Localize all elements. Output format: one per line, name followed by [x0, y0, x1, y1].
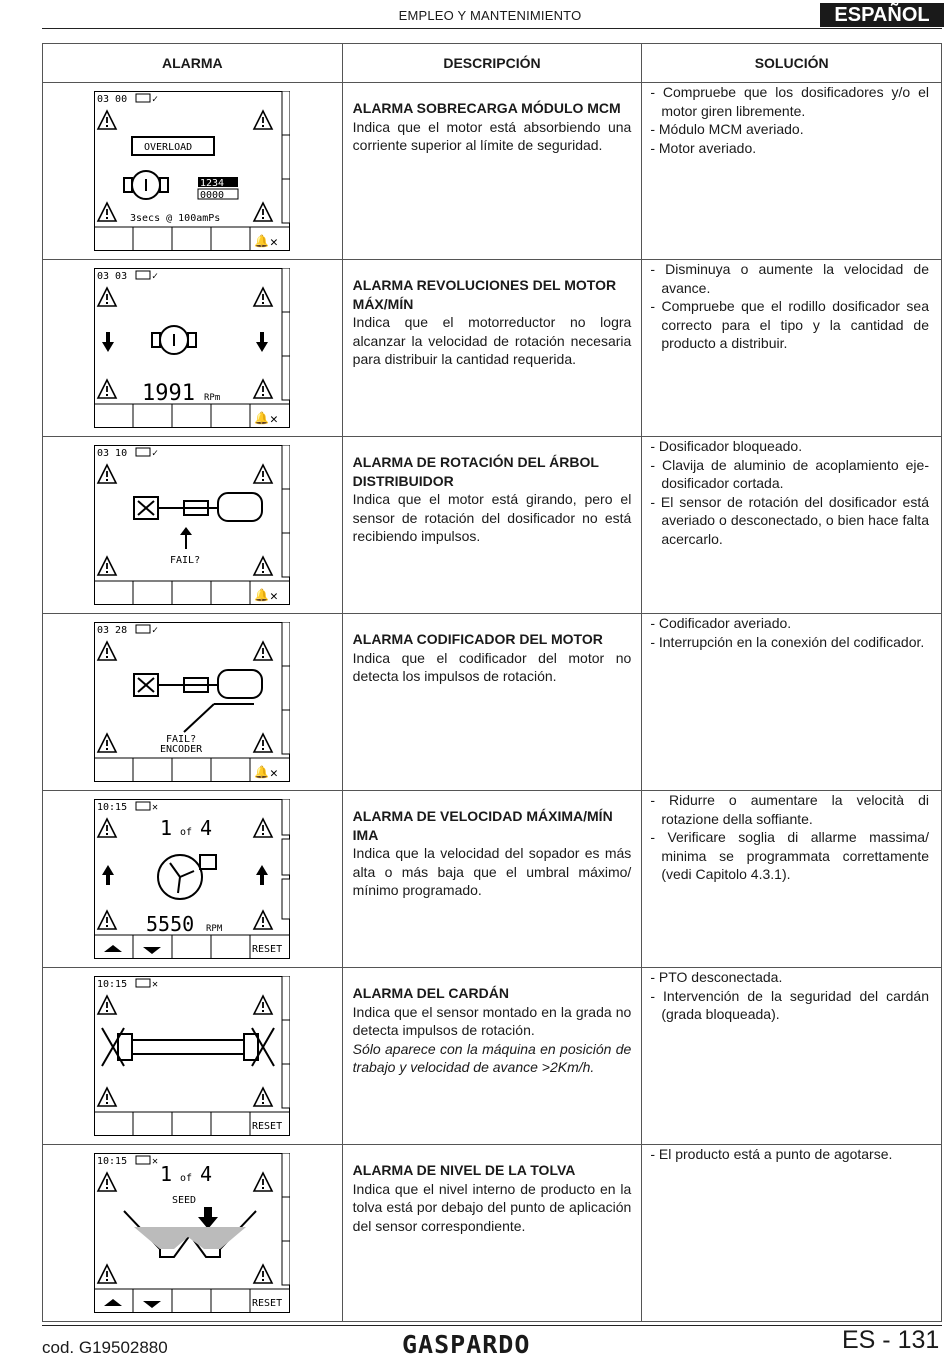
- svg-text:🔔: 🔔: [254, 234, 270, 248]
- screen-code: 10:15: [97, 1156, 128, 1167]
- svg-text:✕: ✕: [152, 1156, 159, 1167]
- table-row: [43, 614, 942, 791]
- alarm-description: Indica que el codificador del motor no detecta los impulsos de rotación.: [352, 649, 632, 684]
- alarm-cell: [43, 968, 343, 1145]
- side-menu[interactable]: [282, 622, 290, 754]
- description-cell: [342, 968, 642, 1145]
- screen-code: 10:15: [97, 979, 128, 990]
- table-row: [43, 83, 942, 260]
- solution-list: [642, 1145, 941, 1164]
- alarm-table: [42, 43, 942, 1322]
- solution-item: - El sensor de rotación del dosificador está averiado o desconectado, o bien hace falta acercarlo.: [650, 493, 929, 549]
- page-counter: 1: [160, 1162, 173, 1186]
- alarm-screen: [94, 1153, 290, 1313]
- alarm-title: ALARMA DE NIVEL DE LA TOLVA: [352, 1162, 576, 1178]
- solution-list: [642, 968, 941, 1024]
- alarm-description: Indica que el nivel interno de producto en la tolva está por debajo del punto de aplicación del sensor correspondiente.: [352, 1180, 632, 1234]
- description-cell: [342, 614, 642, 791]
- description-cell: [342, 260, 642, 437]
- table-row: [43, 791, 942, 968]
- alarm-title: ALARMA SOBRECARGA MÓDULO MCM: [352, 100, 621, 116]
- svg-text:✓: ✓: [152, 271, 159, 282]
- svg-text:🔔: 🔔: [254, 411, 270, 425]
- alarm-title: ALARMA DE ROTACIÓN DEL ÁRBOL DISTRIBUIDOR: [352, 454, 599, 489]
- document-code: cod. G19502880: [42, 1338, 168, 1357]
- description-cell: [342, 1145, 642, 1322]
- digits-top: 1234: [200, 178, 225, 189]
- bell-mute-icon[interactable]: [254, 765, 278, 781]
- side-menu[interactable]: [282, 976, 290, 1108]
- header-rule: [42, 28, 942, 29]
- alarm-cell: [43, 260, 343, 437]
- alarm-title: ALARMA REVOLUCIONES DEL MOTOR MÁX/MÍN: [352, 277, 617, 312]
- language-tab: ESPAÑOL: [820, 3, 944, 27]
- rpm-value: 1991: [142, 381, 196, 406]
- svg-text:✕: ✕: [152, 802, 159, 813]
- solution-list: [642, 260, 941, 353]
- solution-list: [642, 791, 941, 884]
- page-total: 4: [200, 1162, 213, 1186]
- table-header-row: [43, 44, 942, 83]
- svg-text:✕: ✕: [270, 412, 279, 427]
- alarm-screen: [94, 91, 290, 251]
- svg-text:✓: ✓: [152, 448, 159, 459]
- side-menu[interactable]: [282, 799, 290, 919]
- solution-item: - Clavija de aluminio de acoplamiento eje-dosificador cortada.: [650, 456, 929, 493]
- solution-item: - Dosificador bloqueado.: [650, 437, 929, 456]
- screen-code: 03 10: [97, 448, 128, 459]
- alarm-screen: [94, 976, 290, 1136]
- alarm-description: Indica que el motorreductor no logra alcanzar la velocidad de rotación necesaria para distribuir la cantidad requerida.: [352, 314, 632, 367]
- solution-cell: [642, 260, 942, 437]
- solution-item: - Disminuya o aumente la velocidad de avance.: [650, 260, 929, 297]
- description-cell: [342, 437, 642, 614]
- page-total: 4: [200, 816, 213, 840]
- solution-item: - PTO desconectada.: [650, 968, 929, 987]
- alarm-cell: [43, 437, 343, 614]
- solution-item: - Compruebe que los dosificadores y/o el motor giren libremente.: [650, 83, 929, 120]
- alarm-title: ALARMA DEL CARDÁN: [352, 985, 509, 1001]
- svg-text:✕: ✕: [270, 235, 279, 250]
- reset-button[interactable]: RESET: [252, 1298, 283, 1309]
- svg-text:✕: ✕: [270, 589, 279, 604]
- of-label: of: [180, 1173, 193, 1184]
- alarm-description: Indica que la velocidad del sopador es más alta o más baja que el umbral máximo/ mínimo programado.: [352, 845, 632, 898]
- screen-code: 10:15: [97, 802, 128, 813]
- encoder-label: ENCODER: [160, 744, 203, 755]
- solution-list: [642, 83, 941, 157]
- solution-item: - Verificare soglia di allarme massima/ minima se programmata correttamente (vedi Capitolo 4.3.1).: [650, 828, 929, 884]
- alarm-description: Indica que el sensor montado en la grada no detecta impulsos de rotación.: [352, 1003, 632, 1038]
- alarm-title: ALARMA DE VELOCIDAD MÁXIMA/MÍN IMA: [352, 808, 613, 843]
- svg-text:🔔: 🔔: [254, 765, 270, 779]
- solution-cell: [642, 614, 942, 791]
- solution-list: [642, 437, 941, 548]
- column-header-solucion: SOLUCIÓN: [642, 44, 942, 83]
- bell-mute-icon[interactable]: [254, 411, 278, 427]
- alarm-note: Sólo aparece con la máquina en posición de trabajo y velocidad de avance >2Km/h.: [352, 1040, 632, 1075]
- alarm-cell: [43, 614, 343, 791]
- alarm-cell: [43, 1145, 343, 1322]
- alarm-cell: [43, 791, 343, 968]
- alarm-cell: [43, 83, 343, 260]
- solution-cell: [642, 1145, 942, 1322]
- side-menu[interactable]: [282, 268, 290, 400]
- side-menu[interactable]: [282, 1153, 290, 1285]
- screen-code: 03 00: [97, 94, 128, 105]
- solution-cell: [642, 968, 942, 1145]
- table-row: [43, 260, 942, 437]
- alarm-screen: [94, 799, 290, 959]
- solution-item: - Motor averiado.: [650, 139, 929, 158]
- description-cell: [342, 791, 642, 968]
- solution-item: - Intervención de la seguridad del cardán (grada bloqueada).: [650, 987, 929, 1024]
- overload-label: OVERLOAD: [144, 142, 193, 153]
- footer-rule: [42, 1325, 942, 1326]
- table-row: [43, 968, 942, 1145]
- table-row: [43, 1145, 942, 1322]
- solution-item: - El producto está a punto de agotarse.: [650, 1145, 929, 1164]
- column-header-alarma: ALARMA: [43, 44, 343, 83]
- screen-code: 03 28: [97, 625, 128, 636]
- reset-button[interactable]: RESET: [252, 1121, 283, 1132]
- svg-text:✕: ✕: [152, 979, 159, 990]
- solution-item: - Interrupción en la conexión del codificador.: [650, 633, 929, 652]
- brand-logo: GASPARDO: [402, 1330, 531, 1359]
- solution-cell: [642, 791, 942, 968]
- rpm-unit: RPm: [204, 393, 221, 403]
- solution-cell: [642, 437, 942, 614]
- reset-button[interactable]: RESET: [252, 944, 283, 955]
- alarm-screen: [94, 445, 290, 605]
- screen-code: 03 03: [97, 271, 128, 282]
- svg-text:✕: ✕: [270, 766, 279, 781]
- rpm-value: 5550: [146, 912, 195, 936]
- solution-item: - Compruebe que el rodillo dosificador sea correcto para el tipo y la cantidad de producto a distribuir.: [650, 297, 929, 353]
- fail-label: FAIL?: [166, 734, 197, 745]
- side-menu[interactable]: [282, 91, 290, 223]
- svg-text:🔔: 🔔: [254, 588, 270, 602]
- alarm-screen: [94, 622, 290, 782]
- seed-label: SEED: [172, 1195, 197, 1206]
- bell-mute-icon[interactable]: [254, 234, 278, 250]
- fail-label: FAIL?: [170, 555, 201, 566]
- page-number: ES - 131: [842, 1326, 940, 1354]
- of-label: of: [180, 827, 193, 838]
- column-header-descripcion: DESCRIPCIÓN: [342, 44, 642, 83]
- svg-text:✓: ✓: [152, 94, 159, 105]
- solution-item: - Codificador averiado.: [650, 614, 929, 633]
- digits-bottom: 0000: [200, 190, 225, 201]
- svg-text:✓: ✓: [152, 625, 159, 636]
- side-menu[interactable]: [282, 445, 290, 577]
- rpm-unit: RPM: [206, 924, 223, 934]
- alarm-title: ALARMA CODIFICADOR DEL MOTOR: [352, 631, 603, 647]
- solution-item: - Módulo MCM averiado.: [650, 120, 929, 139]
- table-row: [43, 437, 942, 614]
- alarm-description: Indica que el motor está absorbiendo una corriente superior al límite de seguridad.: [352, 118, 632, 153]
- description-cell: [342, 83, 642, 260]
- alarm-screen: [94, 268, 290, 428]
- solution-item: - Ridurre o aumentare la velocità di rotazione della soffiante.: [650, 791, 929, 828]
- solution-cell: [642, 83, 942, 260]
- alarm-description: Indica que el motor está girando, pero el sensor de rotación del dosificador no está recibiendo impulsos.: [352, 491, 632, 544]
- overload-info: 3secs @ 100amPs: [130, 213, 221, 224]
- bell-mute-icon[interactable]: [254, 588, 278, 604]
- solution-list: [642, 614, 941, 651]
- header-title: EMPLEO Y MANTENIMIENTO: [398, 8, 582, 23]
- page-counter: 1: [160, 816, 173, 840]
